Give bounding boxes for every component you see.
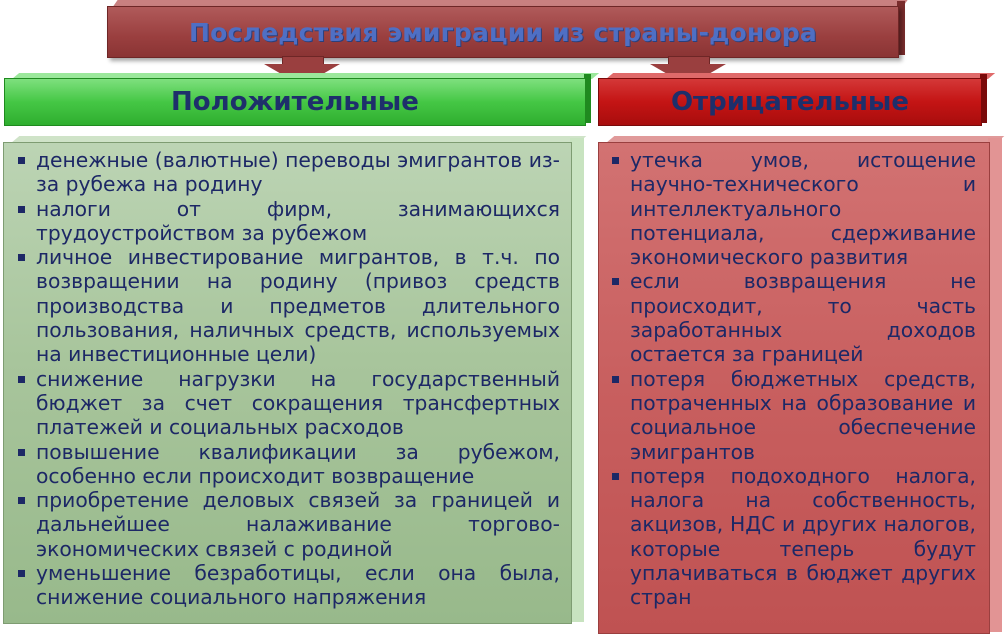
list-item — [10, 367, 560, 440]
positive-list — [10, 148, 560, 610]
page-title: Последствия эмиграции из страны-донора — [189, 17, 817, 47]
list-item-text: утечка умов, истощение научно-технического и интеллектуального потенциала, сдерживание экономического развития — [630, 148, 976, 270]
list-item-text: уменьшение безработицы, если она была, снижение социального напряжения — [36, 561, 560, 610]
square-bullet-icon — [18, 206, 25, 213]
square-bullet-icon — [18, 570, 25, 577]
list-item — [604, 367, 976, 464]
square-bullet-icon — [612, 278, 619, 285]
list-item — [10, 440, 560, 489]
square-bullet-icon — [612, 376, 619, 383]
square-bullet-icon — [612, 473, 619, 480]
list-item-text: снижение нагрузки на государственный бюджет за счет сокращения трансфертных платежей и социальных расходов — [36, 366, 560, 440]
list-item — [10, 561, 560, 610]
list-item — [10, 197, 560, 246]
list-item-text: налоги от фирм, занимающихся трудоустройством за рубежом — [36, 196, 560, 245]
title-bar — [107, 6, 899, 58]
list-item-text: приобретение деловых связей за границей и дальнейшее налаживание торгово-экономических связей с родиной — [36, 488, 560, 561]
list-item — [604, 464, 976, 610]
square-bullet-icon — [18, 449, 25, 456]
square-bullet-icon — [18, 497, 25, 504]
square-bullet-icon — [18, 157, 25, 164]
list-item-text: потеря подоходного налога, налога на собственность, акцизов, НДС и других налогов, которые теперь будут уплачиваться в бюджет других стран — [630, 463, 976, 610]
list-item-text: денежные (валютные) переводы эмигрантов из-за рубежа на родину — [36, 148, 560, 197]
positive-panel-side-face — [570, 138, 584, 622]
square-bullet-icon — [18, 376, 25, 383]
list-item-text: если возвращения не происходит, то часть заработанных доходов остается за границей — [630, 269, 976, 367]
list-item-text: повышение квалификации за рубежом, особенно если происходит возвращение — [36, 439, 560, 488]
negative-panel-side-face — [988, 138, 1002, 632]
list-item — [10, 245, 560, 366]
negative-list — [604, 148, 976, 610]
list-item-text: потеря бюджетных средств, потраченных на образование и социальное обеспечение эмигрантов — [630, 366, 976, 464]
list-item — [10, 148, 560, 197]
square-bullet-icon — [612, 157, 619, 164]
square-bullet-icon — [18, 254, 25, 261]
list-item — [604, 269, 976, 366]
positive-header — [4, 78, 586, 126]
list-item — [10, 488, 560, 561]
negative-header — [598, 78, 982, 126]
positive-header-label: Положительные — [171, 87, 419, 117]
list-item-text: личное инвестирование мигрантов, в т.ч. по возвращении на родину (привоз средств производства и предметов длительного пользования, наличных средств, используемых на инвестиционные цели) — [36, 245, 560, 367]
negative-header-label: Отрицательные — [670, 87, 910, 117]
list-item — [604, 148, 976, 269]
